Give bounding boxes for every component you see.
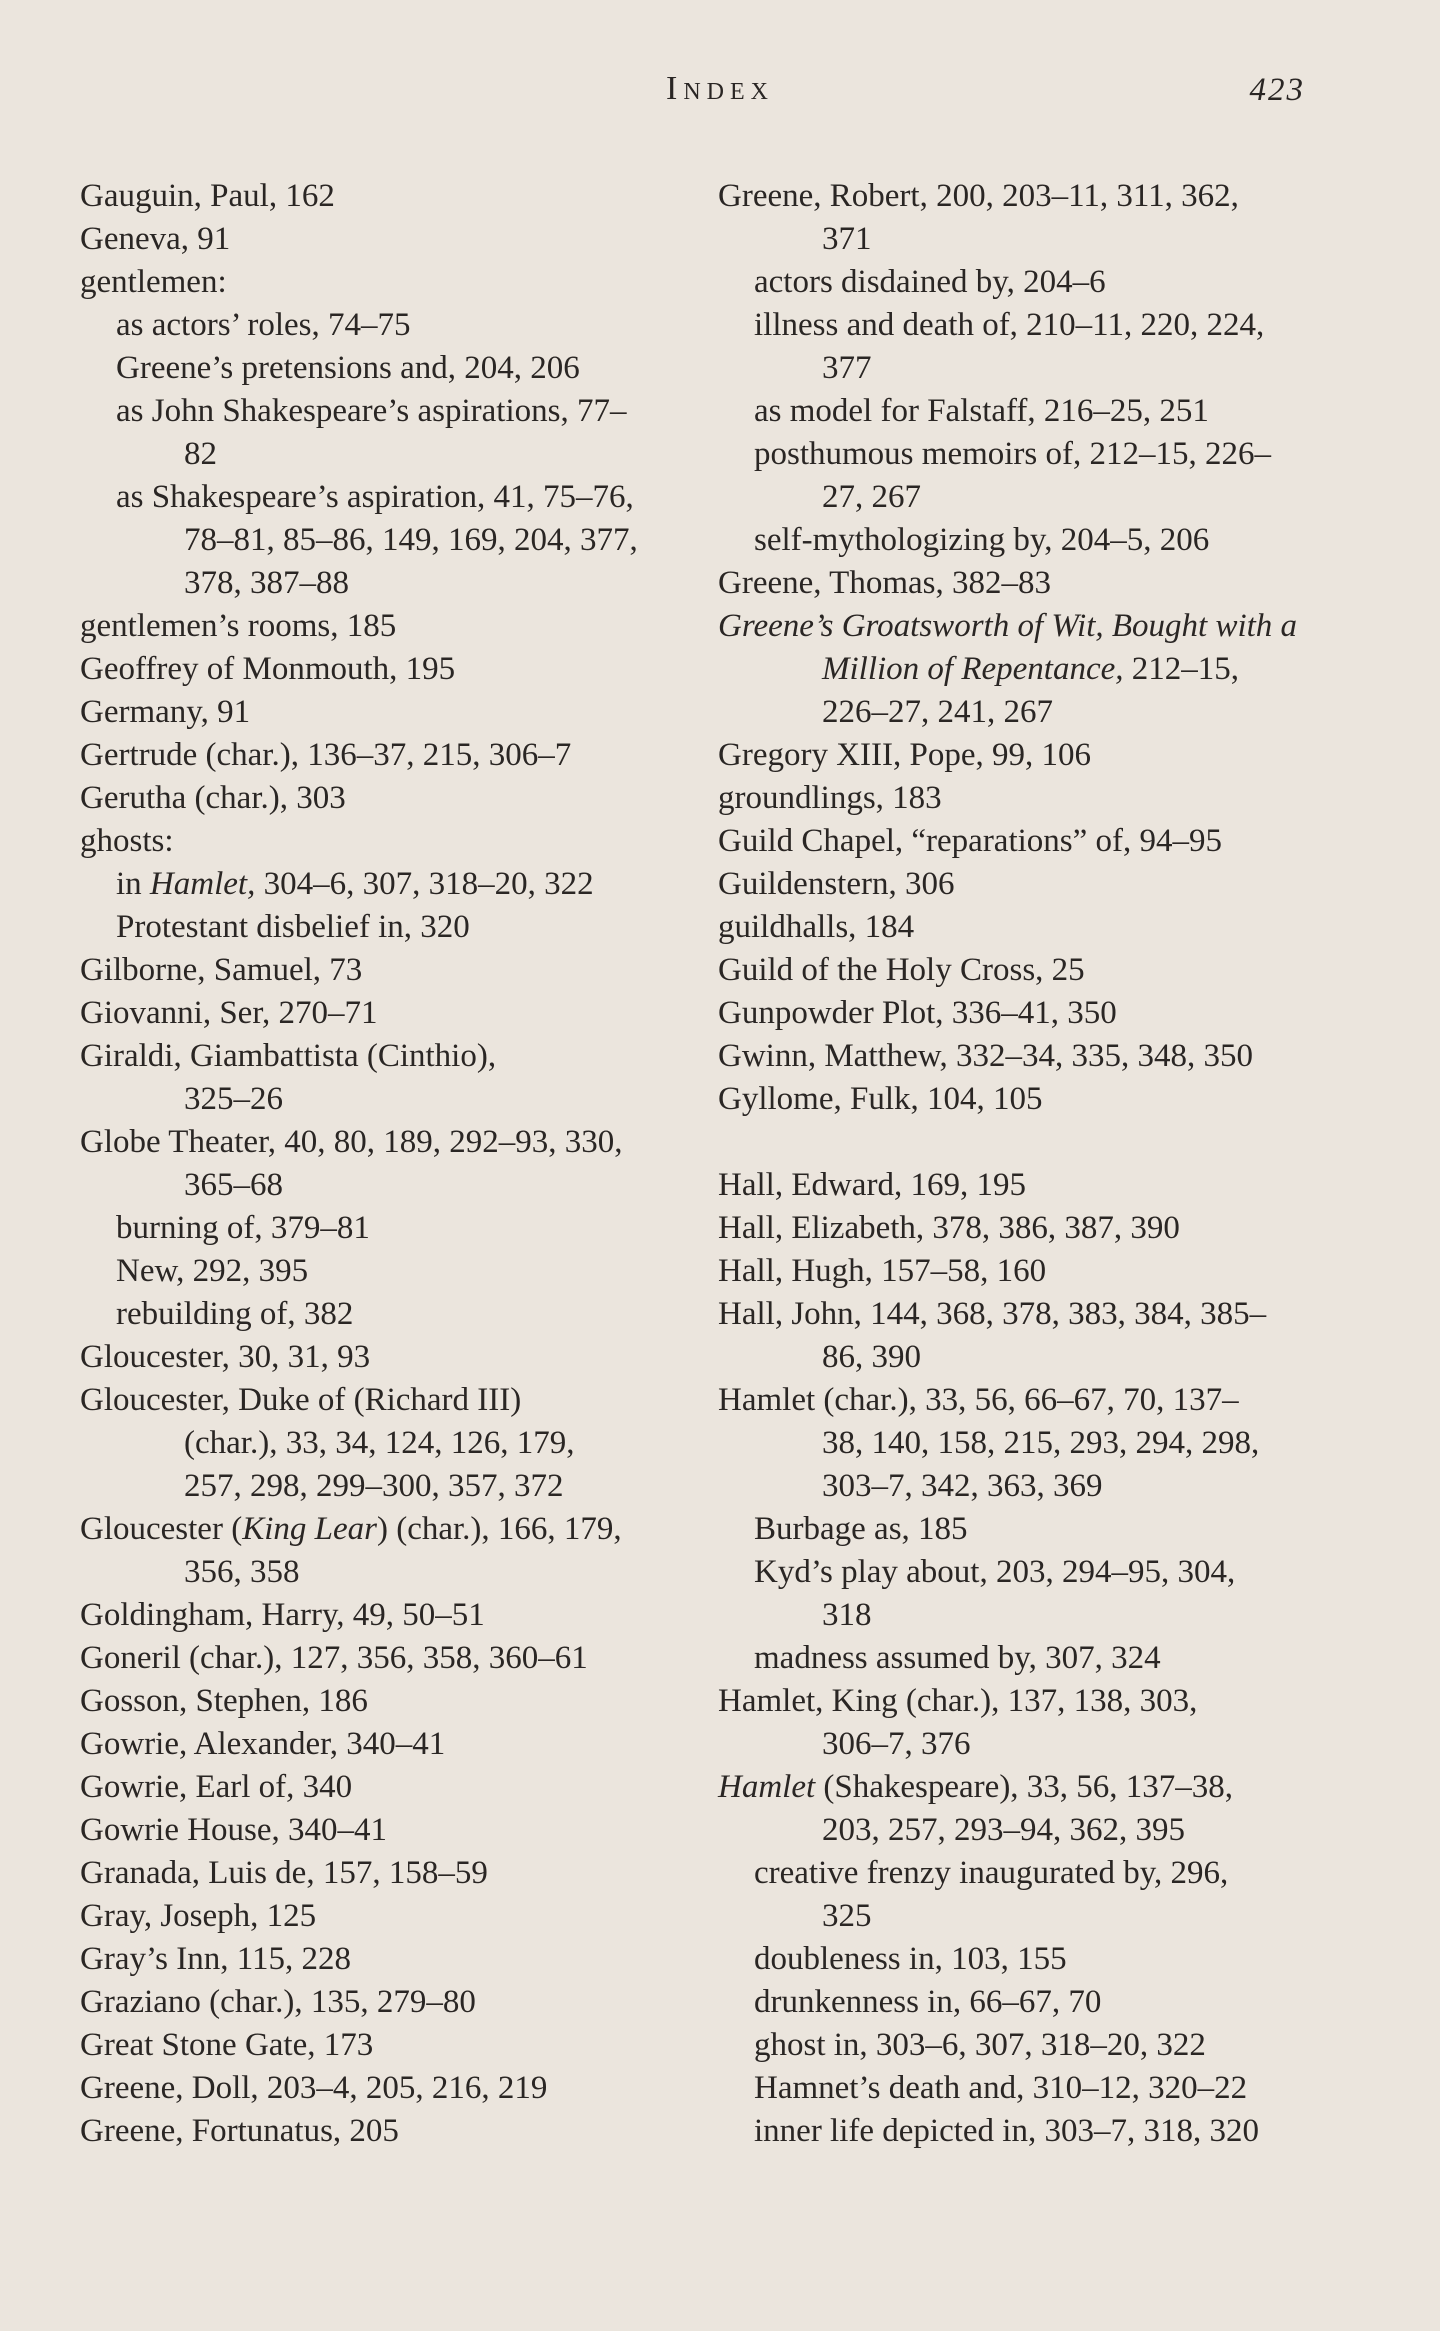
index-entry — [80, 1895, 700, 1938]
entry-italic-title: King Lear — [242, 1511, 377, 1547]
entry-text: doubleness in, 103, 155 — [754, 1941, 1067, 1977]
index-entry — [718, 1293, 1338, 1336]
entry-text: Gilborne, Samuel, 73 — [80, 952, 363, 988]
entry-text: drunkenness in, 66–67, 70 — [754, 1984, 1102, 2020]
entry-text: ) (char.), 166, 179, — [376, 1511, 622, 1547]
entry-text: rebuilding of, 382 — [116, 1296, 354, 1332]
entry-text: Gloucester ( — [80, 1511, 243, 1547]
index-entry — [80, 175, 700, 218]
entry-text: Graziano (char.), 135, 279–80 — [80, 1984, 476, 2020]
entry-text: Giovanni, Ser, 270–71 — [80, 995, 378, 1031]
entry-text: creative frenzy inaugurated by, 296, — [754, 1855, 1229, 1891]
index-entry — [80, 1766, 700, 1809]
entry-text: 371 — [822, 221, 872, 257]
entry-text: Gloucester, Duke of (Richard III) — [80, 1382, 522, 1418]
index-entry — [80, 648, 700, 691]
index-entry — [80, 1379, 700, 1422]
index-entry — [718, 1766, 1338, 1809]
index-entry-continuation — [718, 1465, 1338, 1508]
entry-text: Greene’s pretensions and, 204, 206 — [116, 350, 580, 386]
index-entry-continuation — [80, 1551, 700, 1594]
index-entry — [80, 820, 700, 863]
index-subentry — [718, 433, 1338, 476]
index-entry — [80, 1508, 700, 1551]
index-entry-continuation — [718, 1895, 1338, 1938]
entry-text: Hall, Elizabeth, 378, 386, 387, 390 — [718, 1210, 1180, 1246]
index-entry — [80, 2067, 700, 2110]
index-entry-continuation — [718, 1336, 1338, 1379]
index-entry-continuation — [718, 1422, 1338, 1465]
entry-text: Greene, Fortunatus, 205 — [80, 2113, 399, 2149]
index-entry — [718, 820, 1338, 863]
entry-text: Gray’s Inn, 115, 228 — [80, 1941, 351, 1977]
index-entry-continuation — [718, 1723, 1338, 1766]
entry-text: Globe Theater, 40, 80, 189, 292–93, 330, — [80, 1124, 623, 1160]
entry-italic-title: Hamlet, — [149, 866, 256, 902]
index-entry — [80, 1852, 700, 1895]
index-entry-continuation — [80, 1078, 700, 1121]
index-subentry — [718, 1508, 1338, 1551]
page-number: 423 — [1249, 72, 1305, 108]
entry-text: Gowrie, Alexander, 340–41 — [80, 1726, 446, 1762]
entry-text: Gwinn, Matthew, 332–34, 335, 348, 350 — [718, 1038, 1253, 1074]
index-subentry — [718, 261, 1338, 304]
entry-text: ghosts: — [80, 823, 174, 859]
entry-text: Goneril (char.), 127, 356, 358, 360–61 — [80, 1640, 588, 1676]
entry-text: in — [116, 866, 150, 902]
index-subentry — [718, 390, 1338, 433]
entry-italic-title: Hamlet — [718, 1769, 816, 1805]
entry-text: Goldingham, Harry, 49, 50–51 — [80, 1597, 485, 1633]
entry-text: Hall, Edward, 169, 195 — [718, 1167, 1026, 1203]
index-entry-continuation — [718, 218, 1338, 261]
index-entry — [80, 218, 700, 261]
index-entry — [80, 2024, 700, 2067]
index-entry-continuation — [718, 1809, 1338, 1852]
index-entry — [718, 1078, 1338, 1121]
entry-text: posthumous memoirs of, 212–15, 226– — [754, 436, 1271, 472]
entry-text: as model for Falstaff, 216–25, 251 — [754, 393, 1209, 429]
index-subentry — [80, 863, 700, 906]
entry-text: Gray, Joseph, 125 — [80, 1898, 317, 1934]
entry-text: 378, 387–88 — [184, 565, 349, 601]
entry-text: madness assumed by, 307, 324 — [754, 1640, 1161, 1676]
entry-text: Geoffrey of Monmouth, 195 — [80, 651, 456, 687]
index-entry — [718, 605, 1338, 648]
index-subentry — [718, 1981, 1338, 2024]
entry-text: Greene, Doll, 203–4, 205, 216, 219 — [80, 2070, 548, 2106]
entry-text: Gunpowder Plot, 336–41, 350 — [718, 995, 1117, 1031]
entry-text: 303–7, 342, 363, 369 — [822, 1468, 1103, 1504]
index-entry — [718, 1250, 1338, 1293]
index-entry — [80, 1637, 700, 1680]
index-entry-continuation — [80, 1465, 700, 1508]
entry-text: Gregory XIII, Pope, 99, 106 — [718, 737, 1092, 773]
index-entry-continuation — [718, 1594, 1338, 1637]
index-entry — [80, 1594, 700, 1637]
index-entry — [80, 1121, 700, 1164]
index-entry — [80, 691, 700, 734]
entry-text: as Shakespeare’s aspiration, 41, 75–76, — [116, 479, 634, 515]
index-subentry — [80, 347, 700, 390]
running-header — [0, 70, 1440, 120]
entry-text: 212–15, — [1123, 651, 1239, 687]
index-entry — [718, 1035, 1338, 1078]
index-entry-continuation — [718, 347, 1338, 390]
index-entry — [80, 1809, 700, 1852]
entry-text: as actors’ roles, 74–75 — [116, 307, 411, 343]
entry-text: Gowrie House, 340–41 — [80, 1812, 388, 1848]
index-subentry — [718, 304, 1338, 347]
entry-text: Giraldi, Giambattista (Cinthio), — [80, 1038, 497, 1074]
index-entry — [80, 2110, 700, 2153]
entry-text: Hall, Hugh, 157–58, 160 — [718, 1253, 1047, 1289]
index-subentry — [718, 1637, 1338, 1680]
entry-text: (char.), 33, 34, 124, 126, 179, — [184, 1425, 575, 1461]
entry-text: 365–68 — [184, 1167, 283, 1203]
index-subentry — [718, 519, 1338, 562]
entry-text: 377 — [822, 350, 872, 386]
entry-text: Gerutha (char.), 303 — [80, 780, 346, 816]
index-subentry — [718, 1551, 1338, 1594]
index-entry — [80, 777, 700, 820]
entry-text: gentlemen: — [80, 264, 227, 300]
index-entry — [718, 1164, 1338, 1207]
entry-text: (Shakespeare), 33, 56, 137–38, — [815, 1769, 1234, 1805]
index-entry — [80, 605, 700, 648]
index-subentry — [718, 2067, 1338, 2110]
entry-text: Guild of the Holy Cross, 25 — [718, 952, 1085, 988]
index-entry — [718, 175, 1338, 218]
index-subentry — [80, 1293, 700, 1336]
index-entry — [718, 1379, 1338, 1422]
entry-text: 38, 140, 158, 215, 293, 294, 298, — [822, 1425, 1260, 1461]
index-entry — [80, 1336, 700, 1379]
index-subentry — [80, 476, 700, 519]
entry-text: Greene, Thomas, 382–83 — [718, 565, 1051, 601]
entry-text: 27, 267 — [822, 479, 921, 515]
entry-text: Gloucester, 30, 31, 93 — [80, 1339, 371, 1375]
entry-text: Hamnet’s death and, 310–12, 320–22 — [754, 2070, 1248, 2106]
entry-text: actors disdained by, 204–6 — [754, 264, 1106, 300]
entry-text: Guildenstern, 306 — [718, 866, 955, 902]
entry-text: guildhalls, 184 — [718, 909, 915, 945]
entry-text: burning of, 379–81 — [116, 1210, 370, 1246]
index-entry-continuation — [80, 1422, 700, 1465]
index-subentry — [80, 1207, 700, 1250]
index-entry — [80, 1938, 700, 1981]
index-entry-continuation — [80, 519, 700, 562]
index-entry — [718, 777, 1338, 820]
entry-text: Granada, Luis de, 157, 158–59 — [80, 1855, 488, 1891]
entry-text: illness and death of, 210–11, 220, 224, — [754, 307, 1265, 343]
index-entry — [718, 562, 1338, 605]
entry-text: Hall, John, 144, 368, 378, 383, 384, 385– — [718, 1296, 1267, 1332]
entry-text: Gertrude (char.), 136–37, 215, 306–7 — [80, 737, 572, 773]
entry-text: New, 292, 395 — [116, 1253, 309, 1289]
index-subentry — [718, 2110, 1338, 2153]
index-entry-continuation — [80, 1164, 700, 1207]
index-entry — [718, 949, 1338, 992]
entry-text: groundlings, 183 — [718, 780, 942, 816]
index-column-left — [80, 175, 700, 2153]
index-entry — [718, 906, 1338, 949]
index-entry — [80, 1981, 700, 2024]
index-entry — [718, 1207, 1338, 1250]
running-title: Index — [666, 70, 774, 107]
index-subentry — [80, 906, 700, 949]
index-entry — [80, 1723, 700, 1766]
entry-text: Great Stone Gate, 173 — [80, 2027, 374, 2063]
index-entry — [718, 1680, 1338, 1723]
index-entry-continuation — [718, 648, 1338, 691]
index-entry — [80, 1680, 700, 1723]
index-subentry — [718, 1938, 1338, 1981]
index-entry — [80, 949, 700, 992]
entry-text: Guild Chapel, “reparations” of, 94–95 — [718, 823, 1223, 859]
entry-text: 78–81, 85–86, 149, 169, 204, 377, — [184, 522, 638, 558]
entry-text: Gauguin, Paul, 162 — [80, 178, 335, 214]
entry-text: 86, 390 — [822, 1339, 921, 1375]
index-entry — [80, 992, 700, 1035]
entry-italic-title: Million of Repentance, — [822, 651, 1124, 687]
index-subentry — [718, 1852, 1338, 1895]
index-entry-continuation — [718, 691, 1338, 734]
entry-text: Geneva, 91 — [80, 221, 231, 257]
index-subentry — [80, 1250, 700, 1293]
entry-text: 257, 298, 299–300, 357, 372 — [184, 1468, 564, 1504]
entry-text: 226–27, 241, 267 — [822, 694, 1053, 730]
index-column-right — [718, 175, 1338, 2153]
entry-text: Gyllome, Fulk, 104, 105 — [718, 1081, 1043, 1117]
entry-text: Kyd’s play about, 203, 294–95, 304, — [754, 1554, 1236, 1590]
entry-text: 325 — [822, 1898, 872, 1934]
index-entry-continuation — [718, 476, 1338, 519]
index-entry — [718, 992, 1338, 1035]
entry-text: 304–6, 307, 318–20, 322 — [255, 866, 594, 902]
entry-text: Greene, Robert, 200, 203–11, 311, 362, — [718, 178, 1239, 214]
entry-text: Hamlet (char.), 33, 56, 66–67, 70, 137– — [718, 1382, 1239, 1418]
index-subentry — [80, 390, 700, 433]
entry-text: gentlemen’s rooms, 185 — [80, 608, 397, 644]
entry-text: Hamlet, King (char.), 137, 138, 303, — [718, 1683, 1198, 1719]
entry-text: Protestant disbelief in, 320 — [116, 909, 470, 945]
entry-text: 318 — [822, 1597, 872, 1633]
entry-text: self-mythologizing by, 204–5, 206 — [754, 522, 1210, 558]
entry-text: 82 — [184, 436, 217, 472]
index-subentry — [80, 304, 700, 347]
entry-text: Germany, 91 — [80, 694, 251, 730]
entry-text: 203, 257, 293–94, 362, 395 — [822, 1812, 1185, 1848]
index-entry — [718, 734, 1338, 777]
entry-text: as John Shakespeare’s aspirations, 77– — [116, 393, 627, 429]
entry-text: Gowrie, Earl of, 340 — [80, 1769, 353, 1805]
index-entry-continuation — [80, 433, 700, 476]
entry-text: Burbage as, 185 — [754, 1511, 968, 1547]
entry-text: 306–7, 376 — [822, 1726, 971, 1762]
index-entry — [80, 734, 700, 777]
index-entry-continuation — [80, 562, 700, 605]
index-subentry — [718, 2024, 1338, 2067]
entry-text: 325–26 — [184, 1081, 283, 1117]
index-entry — [718, 863, 1338, 906]
letter-section-break — [718, 1121, 1338, 1164]
entry-text: Gosson, Stephen, 186 — [80, 1683, 368, 1719]
entry-text: inner life depicted in, 303–7, 318, 320 — [754, 2113, 1259, 2149]
entry-text: 356, 358 — [184, 1554, 300, 1590]
entry-italic-title: Greene’s Groatsworth of Wit, Bought with a — [718, 608, 1298, 644]
entry-text: ghost in, 303–6, 307, 318–20, 322 — [754, 2027, 1206, 2063]
index-entry — [80, 261, 700, 304]
index-entry — [80, 1035, 700, 1078]
